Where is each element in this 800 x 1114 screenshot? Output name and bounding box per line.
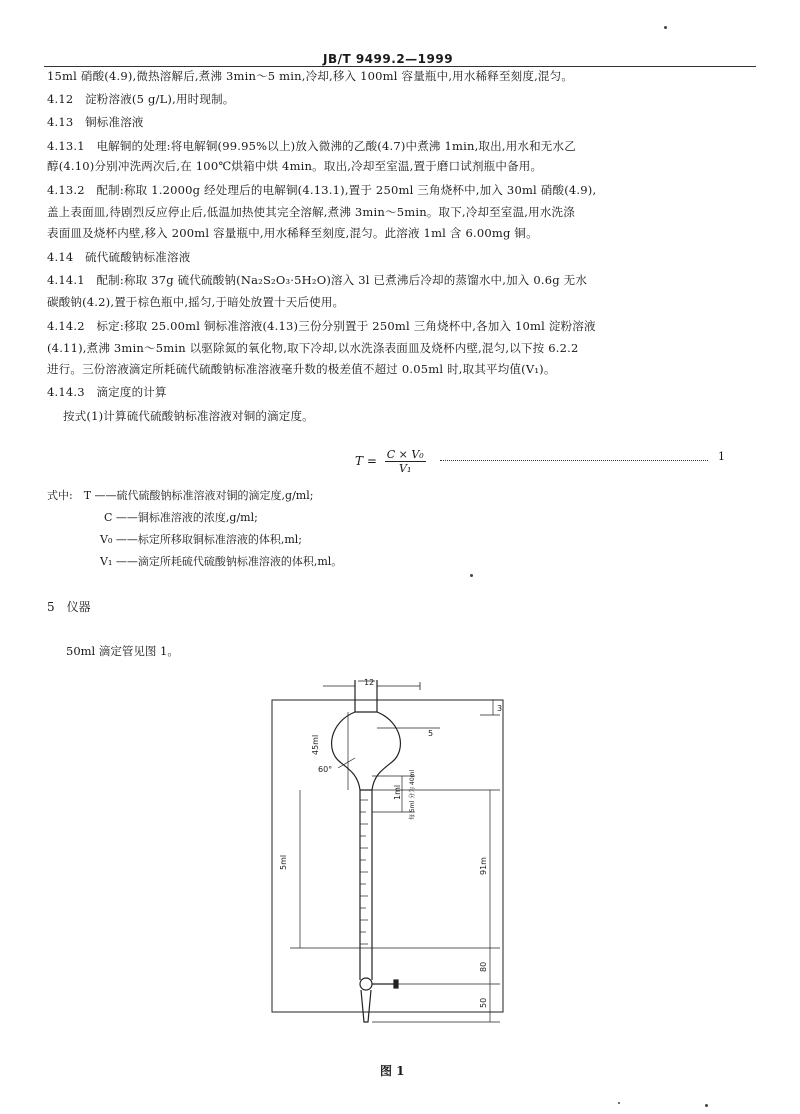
clause-4-13-1: 4.13.1 电解铜的处理:将电解铜(99.95%以上)放入微沸的乙酸(4.7)中煮沸 1min,取出,用水和无水乙 <box>47 139 576 153</box>
clause-4-14-2: 4.14.2 标定:移取 25.00ml 铜标准溶液(4.13)三份分别置于 250ml 三角烧杯中,各加入 10ml 淀粉溶液 <box>47 319 596 333</box>
dim-neck: 5 <box>428 729 434 738</box>
stopcock <box>360 978 372 990</box>
section-5-text: 50ml 滴定管见图 1。 <box>66 644 179 658</box>
clause-4-14-1: 4.14.1 配制:称取 37g 硫代硫酸钠(Na₂S₂O₃·5H₂O)溶入 3l 已煮沸后冷却的蒸馏水中,加入 0.6g 无水 <box>47 273 588 287</box>
formula-intro: 按式(1)计算硫代硫酸钠标准溶液对铜的滴定度。 <box>63 409 314 423</box>
clause-4-14-2-cont2: 进行。三份溶液滴定所耗硫代硫酸钠标准溶液毫升数的极差值不超过 0.05ml 时,取其平均值(V₁)。 <box>47 362 556 376</box>
dim-total: 5ml <box>279 854 288 870</box>
dim-angle: 60° <box>318 765 333 774</box>
clause-4-14-2-cont1: (4.11),煮沸 3min～5min 以驱除氮的氧化物,取下冷却,以水洗涤表面皿及烧杯内壁,混匀,以下按 6.2.2 <box>47 341 579 355</box>
scan-speck <box>470 574 473 577</box>
legend-text: ——铜标准溶液的浓度,g/ml; <box>115 511 258 524</box>
legend-text: ——标定所移取铜标准溶液的体积,ml; <box>115 533 303 546</box>
dim-tube: 91m <box>479 857 488 875</box>
dim-lower1: 80 <box>479 961 488 972</box>
scan-speck <box>664 26 667 29</box>
figure-caption: 图 1 <box>380 1064 405 1078</box>
clause-4-13-2-cont2: 表面皿及烧杯内壁,移入 200ml 容量瓶中,用水稀释至刻度,混匀。此溶液 1ml 含 6.00mg 铜。 <box>47 226 538 240</box>
graduation-ticks <box>360 800 368 944</box>
legend-text: ——硫代硫酸钠标准溶液对铜的滴定度,g/ml; <box>94 489 314 502</box>
clause-4-13-2-cont1: 盖上表面皿,待剧烈反应停止后,低温加热使其完全溶解,煮沸 3min～5min。取下,冷却至室温,用水洗涤 <box>47 205 575 219</box>
scan-speck <box>705 1104 708 1107</box>
clause-4-14-1-cont: 碳酸钠(4.2),置于棕色瓶中,摇匀,于暗处放置十天后使用。 <box>47 295 345 309</box>
dim-top-height: 3 <box>497 704 503 713</box>
legend-symbol: V₁ <box>100 555 113 568</box>
burette-bulb <box>332 712 401 790</box>
section-5-title: 5 仪器 <box>47 600 91 614</box>
legend-text: ——滴定所耗硫代硫酸钠标准溶液的体积,ml。 <box>115 555 343 568</box>
clause-4-13-1-cont: 醇(4.10)分别冲洗两次后,在 100℃烘箱中烘 4min。取出,冷却至室温,置于磨口试剂瓶中备用。 <box>47 159 543 173</box>
clause-4-12: 4.12 淀粉溶液(5 g/L),用时现制。 <box>47 92 235 106</box>
legend-symbol: C <box>104 511 113 524</box>
figure-frame <box>272 700 503 1012</box>
formula-lhs: T = <box>355 454 377 468</box>
legend-symbol: V₀ <box>100 533 113 546</box>
legend-symbol: 式中: T <box>47 489 92 502</box>
dim-lower2: 50 <box>479 997 488 1008</box>
dim-bulb: 45ml <box>311 734 320 755</box>
page-header: JB/T 9499.2—1999 <box>323 52 454 66</box>
dim-grad-note: 每 5ml 分为 40ml <box>409 769 416 820</box>
burette-tip <box>361 990 371 1022</box>
clause-4-14-3-title: 4.14.3 滴定度的计算 <box>47 385 167 399</box>
clause-4-14-title: 4.14 硫代硫酸钠标准溶液 <box>47 250 191 264</box>
dim-top-width: 12 <box>364 678 375 687</box>
formula-numerator: C × V₀ <box>386 448 424 461</box>
clause-4-13-title: 4.13 铜标准溶液 <box>47 115 144 129</box>
formula-denominator: V₁ <box>399 462 412 475</box>
dim-1ml: 1ml <box>393 784 402 800</box>
clause-4-13-2: 4.13.2 配制:称取 1.2000g 经处理后的电解铜(4.13.1),置于 250ml 三角烧杯中,加入 30ml 硝酸(4.9), <box>47 183 597 197</box>
paragraph-line: 15ml 硝酸(4.9),微热溶解后,煮沸 3min～5 min,冷却,移入 100ml 容量瓶中,用水稀释至刻度,混匀。 <box>47 69 574 83</box>
scan-speck <box>618 1102 620 1104</box>
equation-number: 1 <box>718 450 725 463</box>
